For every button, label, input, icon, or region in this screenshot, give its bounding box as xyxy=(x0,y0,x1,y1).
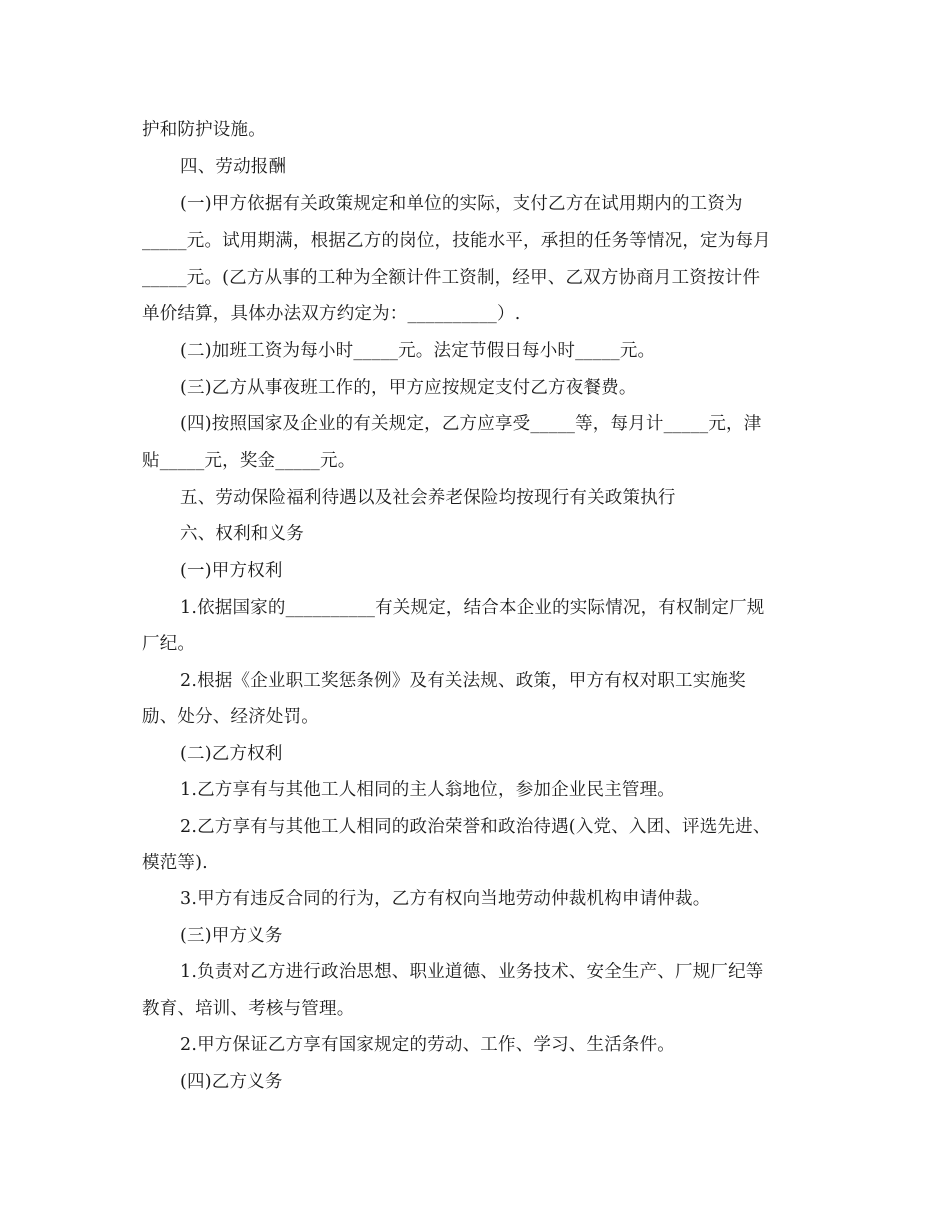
section-heading: 四、劳动报酬 xyxy=(180,157,287,177)
text-line: 1.依据国家的__________有关规定，结合本企业的实际情况，有权制定厂规 xyxy=(180,598,765,618)
text-line: 护和防护设施。 xyxy=(142,120,266,140)
section-heading: 六、权利和义务 xyxy=(180,524,304,544)
text-line: 励、处分、经济处罚。 xyxy=(142,707,319,727)
subsection-heading: (四)乙方义务 xyxy=(180,1072,283,1092)
text-line: 厂纪。 xyxy=(142,634,196,654)
text-line: 贴_____元，奖金_____元。 xyxy=(142,451,356,471)
text-line: _____元。(乙方从事的工种为全额计件工资制，经甲、乙双方协商月工资按计件 xyxy=(142,268,761,288)
text-line: 单价结算，具体办法双方约定为：__________）. xyxy=(142,304,521,324)
text-line: (三)乙方从事夜班工作的，甲方应按规定支付乙方夜餐费。 xyxy=(180,378,637,398)
text-line: (四)按照国家及企业的有关规定，乙方应享受_____等，每月计_____元，津 xyxy=(180,414,762,434)
text-line: 2.根据《企业职工奖惩条例》及有关法规、政策，甲方有权对职工实施奖 xyxy=(180,671,746,691)
section-heading: 五、劳动保险福利待遇以及社会养老保险均按现行有关政策执行 xyxy=(180,488,676,508)
text-line: 1.乙方享有与其他工人相同的主人翁地位，参加企业民主管理。 xyxy=(180,780,675,800)
subsection-heading: (二)乙方权利 xyxy=(180,744,283,764)
text-line: 2.甲方保证乙方享有国家规定的劳动、工作、学习、生活条件。 xyxy=(180,1035,675,1055)
text-line: 1.负责对乙方进行政治思想、职业道德、业务技术、安全生产、厂规厂纪等 xyxy=(180,962,764,982)
text-line: (二)加班工资为每小时_____元。法定节假日每小时_____元。 xyxy=(180,341,656,361)
text-line: 2.乙方享有与其他工人相同的政治荣誉和政治待遇(入党、入团、评选先进、 xyxy=(180,817,771,837)
subsection-heading: (三)甲方义务 xyxy=(180,926,283,946)
subsection-heading: (一)甲方权利 xyxy=(180,561,283,581)
text-line: 模范等). xyxy=(142,853,208,873)
text-line: (一)甲方依据有关政策规定和单位的实际，支付乙方在试用期内的工资为 xyxy=(180,194,743,214)
text-line: 教育、培训、考核与管理。 xyxy=(142,999,355,1019)
text-line: 3.甲方有违反合同的行为，乙方有权向当地劳动仲裁机构申请仲裁。 xyxy=(180,889,711,909)
text-line: _____元。试用期满，根据乙方的岗位，技能水平，承担的任务等情况，定为每月 xyxy=(142,231,771,251)
